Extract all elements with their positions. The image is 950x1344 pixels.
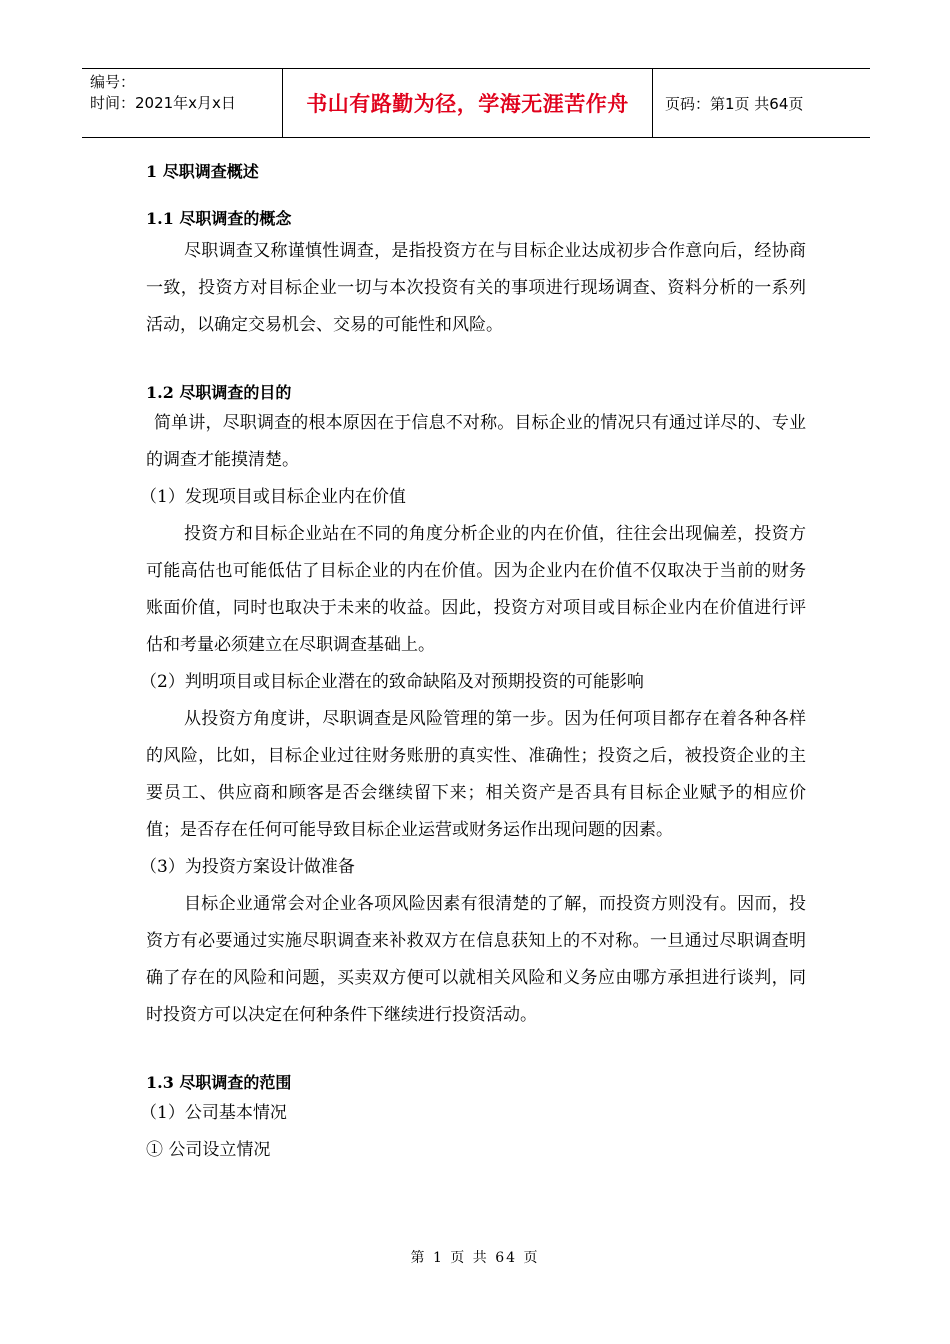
header-page-info: 页码：第1页 共64页 — [665, 94, 804, 113]
header-meta — [82, 69, 283, 137]
document-body — [140, 152, 806, 1169]
page-footer: 第 1 页 共 64 页 — [410, 1250, 540, 1266]
section-1-1-title: 1.1 尽职调查的概念 — [146, 209, 292, 228]
section-1-2-paragraph: 简单讲，尽职调查的根本原因在于信息不对称。目标企业的情况只有通过详尽的、专业的调查才能摸清楚。 — [146, 413, 806, 470]
section-1-2-title: 1.2 尽职调查的目的 — [146, 383, 292, 402]
section-1-2-item-1-paragraph: 投资方和目标企业站在不同的角度分析企业的内在价值，往往会出现偏差，投资方可能高估也可能低估了目标企业的内在价值。因为企业内在价值不仅取决于当前的财务账面价值，同时也取决于未来的收益。因此，投资方对项目或目标企业内在价值进行评估和考量必须建立在尽职调查基础上。 — [146, 524, 806, 655]
section-1-title: 1 尽职调查概述 — [146, 162, 259, 181]
section-1-2-item-3-paragraph: 目标企业通常会对企业各项风险因素有很清楚的了解，而投资方则没有。因而，投资方有必要通过实施尽职调查来补救双方在信息获知上的不对称。一旦通过尽职调查明确了存在的风险和问题，买卖双方便可以就相关风险和义务应由哪方承担进行谈判，同时投资方可以决定在何种条件下继续进行投资活动。 — [146, 894, 806, 1025]
section-1-3-item-1-sub: ① 公司设立情况 — [146, 1140, 271, 1160]
header-motto: 书山有路勤为径，学海无涯苦作舟 — [283, 69, 653, 137]
page-header — [82, 68, 870, 138]
header-number: 编号： — [90, 73, 136, 91]
header-time: 时间：2021年x月x日 — [90, 94, 236, 112]
section-1-2-item-3: （3）为投资方案设计做准备 — [140, 857, 355, 877]
section-1-2-item-1: （1）发现项目或目标企业内在价值 — [140, 487, 406, 507]
section-1-2-item-2-paragraph: 从投资方角度讲，尽职调查是风险管理的第一步。因为任何项目都存在着各种各样的风险，比如，目标企业过往财务账册的真实性、准确性；投资之后，被投资企业的主要员工、供应商和顾客是否会继续留下来；相关资产是否具有目标企业赋予的相应价值；是否存在任何可能导致目标企业运营或财务运作出现问题的因素。 — [146, 709, 806, 840]
section-1-3-item-1: （1）公司基本情况 — [140, 1103, 287, 1123]
section-1-1-paragraph: 尽职调查又称谨慎性调查，是指投资方在与目标企业达成初步合作意向后，经协商一致，投资方对目标企业一切与本次投资有关的事项进行现场调查、资料分析的一系列活动，以确定交易机会、交易的可能性和风险。 — [146, 241, 806, 335]
section-1-2-item-2: （2）判明项目或目标企业潜在的致命缺陷及对预期投资的可能影响 — [140, 672, 644, 692]
section-1-3-title: 1.3 尽职调查的范围 — [146, 1073, 292, 1092]
